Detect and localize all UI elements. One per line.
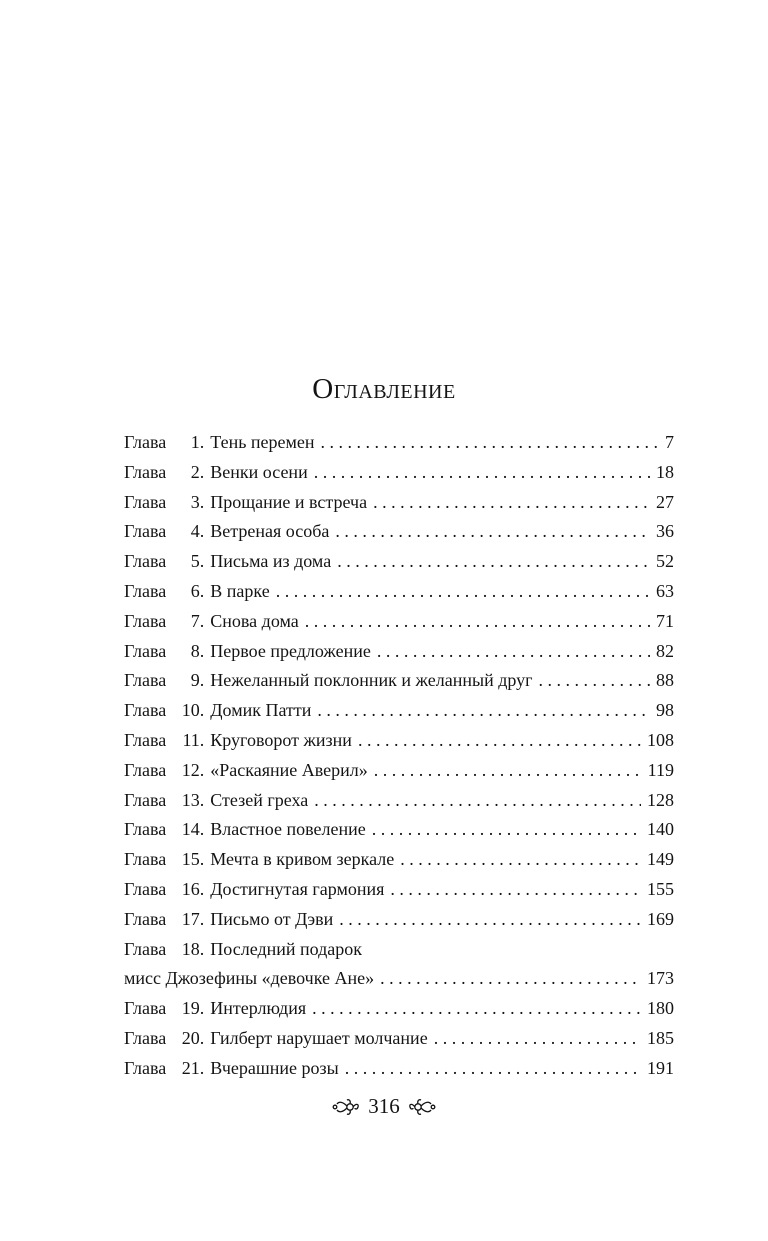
- chapter-label: Глава: [124, 491, 167, 512]
- chapter-page-number: 173: [647, 968, 674, 989]
- dot-leader: [321, 428, 659, 458]
- chapter-title: Гилберт нарушает молчание: [210, 1027, 428, 1048]
- toc-entry: [124, 1024, 674, 1054]
- chapter-label: Глава: [124, 998, 167, 1019]
- dot-leader: [314, 458, 650, 488]
- chapter-title: Круговорот жизни: [210, 729, 352, 750]
- chapter-title-line1: Последний подарок: [210, 938, 363, 959]
- chapter-number: 4.: [190, 521, 205, 542]
- chapter-title: Достигнутая гармония: [210, 878, 385, 899]
- chapter-label: Глава: [124, 432, 167, 452]
- chapter-number: 12.: [181, 759, 205, 780]
- dot-leader: [400, 845, 641, 875]
- chapter-number: 10.: [181, 700, 205, 721]
- toc-entry: [124, 666, 674, 696]
- chapter-number: 3.: [190, 491, 205, 512]
- dot-leader: [314, 786, 641, 816]
- toc-entry: [124, 517, 674, 547]
- chapter-page-number: 18: [656, 461, 674, 482]
- chapter-page-number: 88: [656, 670, 674, 691]
- chapter-title: Властное повеление: [210, 819, 366, 840]
- dot-leader: [345, 1054, 641, 1084]
- chapter-title: Ветреная особа: [210, 521, 330, 542]
- toc-entry: [124, 637, 674, 667]
- chapter-number: 11.: [182, 729, 205, 750]
- chapter-number: 14.: [181, 819, 205, 840]
- chapter-label: Глава: [124, 551, 167, 572]
- dot-leader: [358, 726, 641, 756]
- chapter-title: В парке: [210, 580, 270, 601]
- dot-leader: [377, 637, 650, 667]
- chapter-title: Вчерашние розы: [210, 1057, 339, 1078]
- toc-entry: [124, 547, 674, 577]
- chapter-number: 2.: [190, 461, 205, 482]
- chapter-title: Прощание и встреча: [210, 491, 368, 512]
- chapter-label: Глава: [124, 849, 167, 870]
- chapter-page-number: 180: [647, 998, 674, 1019]
- chapter-page-number: 185: [647, 1027, 674, 1048]
- chapter-number: 8.: [190, 640, 205, 661]
- chapter-label: Глава: [124, 729, 167, 750]
- chapter-page-number: 71: [656, 610, 674, 631]
- chapter-title: Письма из дома: [210, 551, 332, 572]
- chapter-title: Тень перемен: [210, 432, 315, 452]
- toc-entry: [124, 726, 674, 756]
- toc-entry: [124, 786, 674, 816]
- toc-entry: [124, 1054, 674, 1084]
- chapter-title: Снова дома: [210, 610, 299, 631]
- chapter-page-number: 98: [656, 700, 674, 721]
- dot-leader: [380, 964, 641, 994]
- toc-entry: [124, 935, 674, 995]
- chapter-page-number: 82: [656, 640, 674, 661]
- page-footer: [0, 1094, 768, 1119]
- chapter-number: 13.: [181, 789, 205, 810]
- dot-leader: [434, 1024, 641, 1054]
- dot-leader: [276, 577, 650, 607]
- chapter-page-number: 27: [656, 491, 674, 512]
- page-title: Оглавление: [312, 373, 456, 405]
- chapter-page-number: 155: [647, 878, 674, 899]
- chapter-number: 20.: [181, 1027, 205, 1048]
- chapter-page-number: 191: [647, 1057, 674, 1078]
- chapter-label: Глава: [124, 1057, 167, 1078]
- chapter-title: Мечта в кривом зеркале: [210, 849, 395, 870]
- dot-leader: [390, 875, 641, 905]
- chapter-number: 21.: [181, 1057, 205, 1078]
- dot-leader: [335, 517, 650, 547]
- chapter-page-number: 128: [647, 789, 674, 810]
- chapter-label: Глава: [124, 640, 167, 661]
- toc-entry: [124, 696, 674, 726]
- page-number: 316: [368, 1094, 400, 1118]
- chapter-label: Глава: [124, 461, 167, 482]
- chapter-title: Домик Патти: [210, 700, 312, 721]
- chapter-number: 9.: [190, 670, 205, 691]
- table-of-contents: [124, 428, 674, 1084]
- chapter-page-number: 52: [656, 551, 674, 572]
- left-ornament-icon: [330, 1098, 360, 1116]
- toc-entry: [124, 756, 674, 786]
- toc-entry: [124, 815, 674, 845]
- dot-leader: [539, 666, 650, 696]
- chapter-title: Стезей греха: [210, 789, 309, 810]
- chapter-label: Глава: [124, 610, 167, 631]
- dot-leader: [374, 756, 642, 786]
- toc-entry: [124, 905, 674, 935]
- dot-leader: [372, 815, 641, 845]
- chapter-page-number: 36: [656, 521, 674, 542]
- dot-leader: [373, 488, 650, 518]
- chapter-label: Глава: [124, 878, 167, 899]
- toc-entry: [124, 488, 674, 518]
- chapter-page-number: 7: [665, 432, 674, 452]
- chapter-page-number: 63: [656, 580, 674, 601]
- chapter-page-number: 140: [647, 819, 674, 840]
- chapter-number: 5.: [190, 551, 205, 572]
- chapter-number: 18.: [181, 938, 205, 959]
- toc-entry: [124, 458, 674, 488]
- toc-entry: [124, 875, 674, 905]
- chapter-label: Глава: [124, 521, 167, 542]
- chapter-label: Глава: [124, 819, 167, 840]
- chapter-label: Глава: [124, 908, 167, 929]
- toc-entry: [124, 845, 674, 875]
- chapter-number: 1.: [190, 432, 205, 452]
- toc-entry: [124, 994, 674, 1024]
- chapter-page-number: 169: [647, 908, 674, 929]
- chapter-label: Глава: [124, 670, 167, 691]
- chapter-number: 6.: [190, 580, 205, 601]
- dot-leader: [339, 905, 641, 935]
- chapter-number: 17.: [181, 908, 205, 929]
- chapter-title: Нежеланный поклонник и желанный друг: [210, 670, 533, 691]
- chapter-label: Глава: [124, 938, 167, 959]
- dot-leader: [312, 994, 641, 1024]
- chapter-title-line2: мисс Джозефины «девочке Ане»: [124, 968, 375, 989]
- dot-leader: [317, 696, 650, 726]
- chapter-title: Письмо от Дэви: [210, 908, 334, 929]
- chapter-number: 7.: [190, 610, 205, 631]
- toc-entry: [124, 577, 674, 607]
- chapter-page-number: 119: [647, 759, 674, 780]
- chapter-label: Глава: [124, 580, 167, 601]
- dot-leader: [337, 547, 650, 577]
- chapter-page-number: 149: [647, 849, 674, 870]
- chapter-label: Глава: [124, 759, 167, 780]
- chapter-page-number: 108: [647, 729, 674, 750]
- chapter-title: Интерлюдия: [210, 998, 307, 1019]
- chapter-number: 16.: [181, 878, 205, 899]
- chapter-number: 15.: [181, 849, 205, 870]
- chapter-label: Глава: [124, 789, 167, 810]
- chapter-title: Первое предложение: [210, 640, 371, 661]
- toc-entry: [124, 428, 674, 458]
- chapter-number: 19.: [181, 998, 205, 1019]
- right-ornament-icon: [408, 1098, 438, 1116]
- chapter-label: Глава: [124, 700, 167, 721]
- chapter-title: «Раскаяние Аверил»: [210, 759, 368, 780]
- chapter-title: Венки осени: [210, 461, 308, 482]
- dot-leader: [305, 607, 650, 637]
- chapter-label: Глава: [124, 1027, 167, 1048]
- toc-entry: [124, 607, 674, 637]
